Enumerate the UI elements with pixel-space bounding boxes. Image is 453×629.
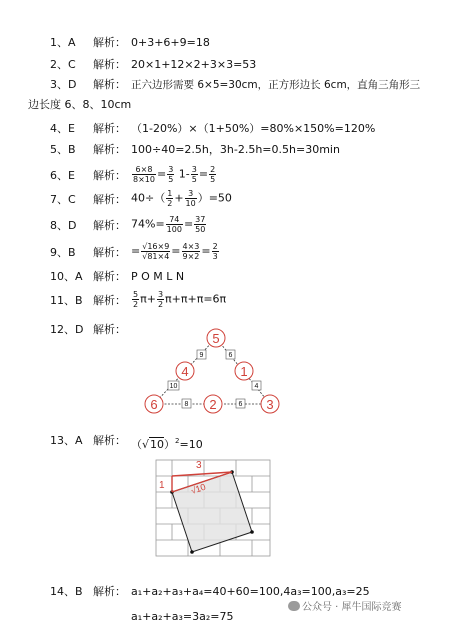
fraction: $\frac{√16\times 9}{√81\times 4}$	[142, 242, 170, 261]
analysis-line-2: a₁+a₂+a₃=3a₂=75	[131, 610, 234, 623]
question-number: 8、D	[50, 219, 77, 232]
analysis-text: 20×1+12×2+3×3=53	[131, 58, 257, 71]
analysis-text: 0+3+6+9=18	[131, 36, 210, 49]
analysis-formula: $\frac{5}{2}$ π+ $\frac{3}{2}$ π+π+π=6π	[133, 290, 227, 309]
question-number: 6、E	[50, 169, 75, 182]
brick-grid-figure	[154, 458, 274, 558]
question-number: 12、D	[50, 323, 84, 336]
analysis-label: 解析：	[93, 58, 126, 71]
fraction: $\frac{3}{2}$	[157, 290, 164, 309]
box-6-right	[226, 350, 235, 359]
question-number: 2、C	[50, 58, 76, 71]
svg-text:1: 1	[240, 364, 248, 379]
fraction: $\frac{3}{10}$	[185, 189, 196, 208]
analysis-text: 100÷40=2.5h，3h-2.5h=0.5h=30min	[131, 143, 340, 156]
fraction: $\frac{4\times 3}{9\times 2}$	[182, 242, 200, 261]
svg-text:6: 6	[238, 401, 243, 408]
analysis-label: 解析：	[93, 169, 126, 182]
fraction: $\frac{74}{100}$	[166, 215, 182, 234]
analysis-formula: = $\frac{√16\times 9}{√81\times 4}$ = $\frac{4\times 3}{9\times 2}$ = $\frac{2}{3}$	[131, 242, 218, 261]
fraction: $\frac{5}{2}$	[133, 290, 139, 309]
analysis-label: 解析：	[93, 143, 126, 156]
question-number: 13、A	[50, 434, 83, 447]
svg-text:10: 10	[169, 383, 178, 390]
circle-labels	[150, 331, 273, 412]
triangle-figure	[132, 322, 304, 422]
analysis-label: 解析：	[93, 270, 126, 283]
svg-text:5: 5	[212, 331, 220, 346]
analysis-label: 解析：	[93, 434, 126, 447]
box-10	[168, 381, 179, 390]
svg-text:2: 2	[209, 397, 217, 412]
analysis-label: 解析：	[93, 122, 126, 135]
question-number: 10、A	[50, 270, 83, 283]
question-number: 11、B	[50, 294, 83, 307]
question-number: 3、D	[50, 78, 77, 91]
analysis-formula: $\frac{6\times 8}{8\times 10}$ = $\frac{3}{5}$ 1- $\frac{3}{5}$ = $\frac{2}{5}$	[133, 165, 216, 184]
analysis-label: 解析：	[93, 219, 126, 232]
analysis-label: 解析：	[93, 36, 126, 49]
analysis-text: a₁+a₂+a₃+a₄=40+60=100,4a₃=100,a₃=25	[131, 585, 370, 598]
svg-text:4: 4	[181, 364, 189, 379]
wechat-icon	[288, 601, 300, 611]
analysis-label: 解析：	[93, 193, 126, 206]
fraction: $\frac{2}{5}$	[210, 165, 216, 184]
svg-text:3: 3	[266, 397, 274, 412]
analysis-formula: $(√10)^2=10$	[131, 437, 203, 451]
analysis-continuation: 边长度 6、8、10cm	[28, 98, 132, 111]
box-8	[182, 399, 191, 408]
analysis-text: 正六边形需要 6×5=30cm，正方形边长 6cm，直角三角形三	[131, 79, 421, 91]
fraction: $\frac{1}{2}$	[167, 189, 173, 208]
box-9	[197, 350, 206, 359]
analysis-formula: 74%= $\frac{74}{100}$ = $\frac{37}{50}$	[131, 215, 206, 234]
analysis-text: （1-20%）×（1+50%）=80%×150%=120%	[131, 122, 376, 135]
analysis-text: P O M L N	[131, 270, 185, 283]
fraction: $\frac{6\times 8}{8\times 10}$	[133, 165, 155, 184]
analysis-label: 解析：	[93, 294, 126, 307]
question-number: 9、B	[50, 246, 76, 259]
box-6-bottom	[236, 399, 245, 408]
svg-text:3: 3	[196, 460, 202, 471]
question-number: 1、A	[50, 36, 76, 49]
fraction: $\frac{3}{5}$	[168, 165, 174, 184]
fraction: $\frac{3}{5}$	[191, 165, 197, 184]
question-number: 14、B	[50, 585, 83, 598]
analysis-formula: 40÷（ $\frac{1}{2}$ + $\frac{3}{10}$ ）=50	[131, 189, 232, 208]
question-number: 5、B	[50, 143, 76, 156]
svg-text:4: 4	[254, 383, 259, 390]
svg-text:1: 1	[159, 480, 165, 491]
svg-text:6: 6	[150, 397, 158, 412]
analysis-label: 解析：	[93, 323, 126, 336]
svg-text:8: 8	[184, 401, 189, 408]
watermark: 公众号 · 犀牛国际竞赛	[288, 598, 402, 613]
question-number: 7、C	[50, 193, 76, 206]
svg-text:√10: √10	[189, 481, 207, 496]
fraction: $\frac{37}{50}$	[195, 215, 206, 234]
svg-text:9: 9	[199, 352, 204, 359]
analysis-label: 解析：	[93, 78, 126, 91]
analysis-label: 解析：	[93, 246, 126, 259]
svg-text:6: 6	[228, 352, 233, 359]
question-number: 4、E	[50, 122, 75, 135]
box-4	[252, 381, 261, 390]
analysis-label: 解析：	[93, 585, 126, 598]
fraction: $\frac{2}{3}$	[212, 242, 218, 261]
